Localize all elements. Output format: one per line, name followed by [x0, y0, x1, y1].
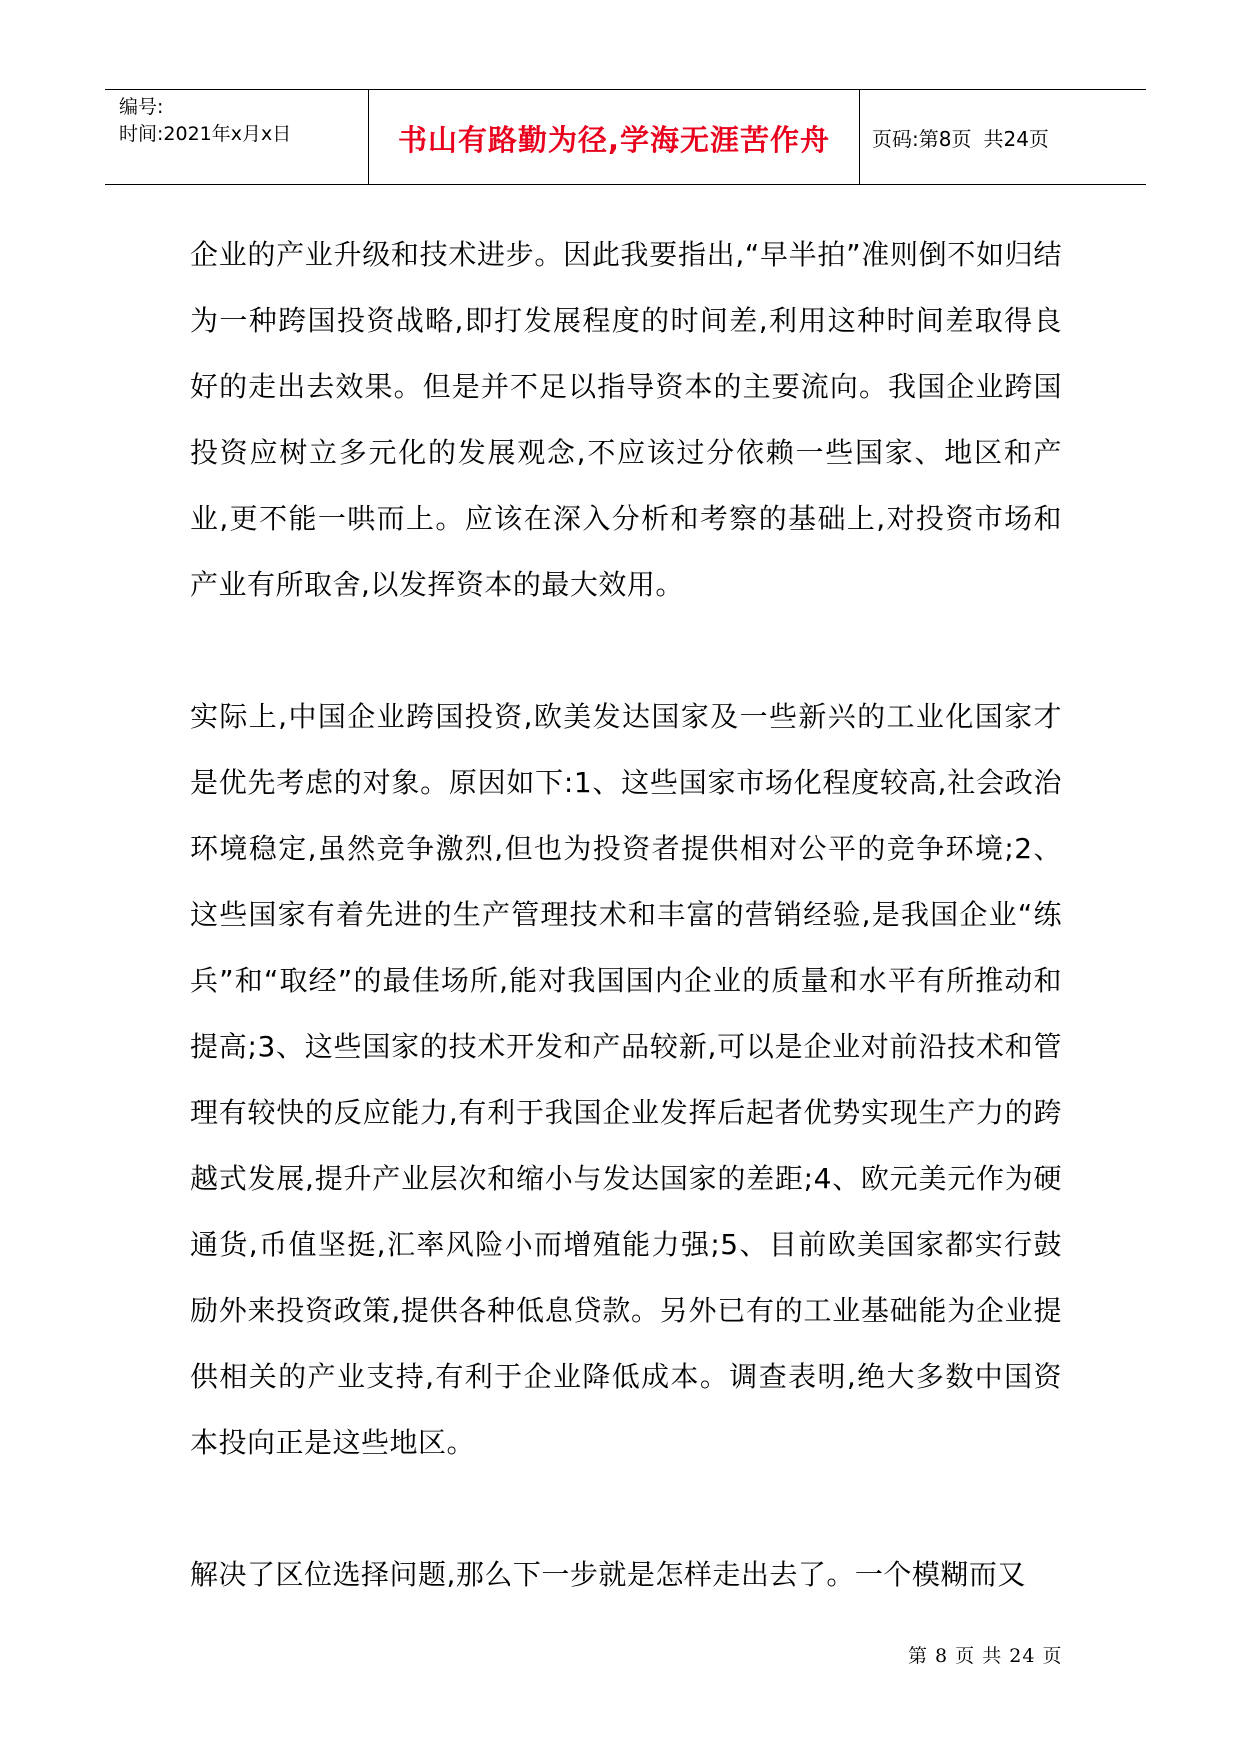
- header-meta: [105, 90, 369, 184]
- date-label: 时间:2021年x月x日: [119, 123, 292, 145]
- header-motto-cell: [369, 90, 860, 184]
- paragraph-2: 实际上,中国企业跨国投资,欧美发达国家及一些新兴的工业化国家才是优先考虑的对象。原因如下:1、这些国家市场化程度较高,社会政治环境稳定,虽然竞争激烈,但也为投资者提供相对公平的竞争环境;2、这些国家有着先进的生产管理技术和丰富的营销经验,是我国企业“练兵”和“取经”的最佳场所,能对我国国内企业的质量和水平有所推动和提高;3、这些国家的技术开发和产品较新,可以是企业对前沿技术和管理有较快的反应能力,有利于我国企业发挥后起者优势实现生产力的跨越式发展,提升产业层次和缩小与发达国家的差距;4、欧元美元作为硬通货,币值坚挺,汇率风险小而增殖能力强;5、目前欧美国家都实行鼓励外来投资政策,提供各种低息贷款。另外已有的工业基础能为企业提供相关的产业支持,有利于企业降低成本。调查表明,绝大多数中国资本投向正是这些地区。: [190, 700, 1062, 1459]
- page-number-label: 页码:第8页: [872, 126, 972, 151]
- page-total-label: 共24页: [983, 126, 1049, 151]
- document-body: [190, 222, 1062, 1608]
- paragraph-1: 企业的产业升级和技术进步。因此我要指出,“早半拍”准则倒不如归结为一种跨国投资战略,即打发展程度的时间差,利用这种时间差取得良好的走出去效果。但是并不足以指导资本的主要流向。我国企业跨国投资应树立多元化的发展观念,不应该过分依赖一些国家、地区和产业,更不能一哄而上。应该在深入分析和考察的基础上,对投资市场和产业有所取舍,以发挥资本的最大效用。: [190, 238, 1062, 601]
- header-page-info: [860, 90, 1146, 184]
- header-motto: 书山有路勤为径,学海无涯苦作舟: [397, 122, 831, 157]
- page-header: [105, 89, 1146, 185]
- paragraph-3: 解决了区位选择问题,那么下一步就是怎样走出去了。一个模糊而又: [190, 1558, 1026, 1591]
- serial-number-label: 编号:: [119, 96, 164, 118]
- page-footer: 第 8 页 共 24 页: [908, 1645, 1063, 1667]
